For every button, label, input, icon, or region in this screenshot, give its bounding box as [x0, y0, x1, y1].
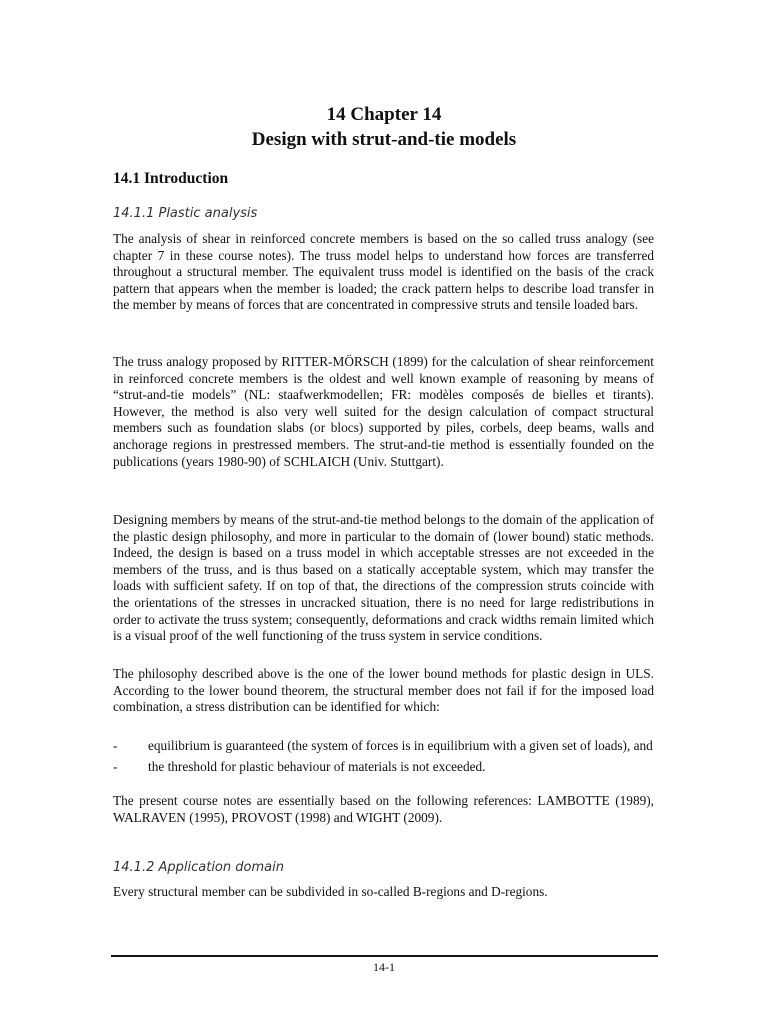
chapter-title — [0, 102, 768, 152]
subsection-heading-plastic-analysis: 14.1.1 Plastic analysis — [113, 206, 258, 221]
paragraph-references: The present course notes are essentially based on the following references: LAMBOTTE (1989), WALRAVEN (1995), PROVOST (1998) and WIGHT (2009). — [113, 793, 654, 825]
section-heading-introduction: 14.1 Introduction — [113, 170, 229, 187]
paragraph-b-d-regions: Every structural member can be subdivided in so-called B-regions and D-regions. — [113, 884, 548, 899]
paragraph-truss-analogy-intro: The analysis of shear in reinforced concrete members is based on the so called truss analogy (see chapter 7 in these course notes). The truss model helps to understand how forces are transferred throughout a structural member. The equivalent truss model is identified on the basis of the crack pattern that appears when the member is loaded; the crack pattern helps to describe load transfer in the member by means of forces that are concentrated in compressive struts and tensile loaded bars. — [113, 231, 654, 313]
list-dash: - — [113, 758, 118, 774]
subsection-heading-application-domain: 14.1.2 Application domain — [113, 860, 284, 875]
paragraph-ritter-morsch: The truss analogy proposed by RITTER-MÖRSCH (1899) for the calculation of shear reinforcement in reinforced concrete members is the oldest and well known example of reasoning by means of “strut-and-tie models” (NL: staafwerkmodellen; FR: modèles composés de bielles et tirants). However, the method is also very well suited for the design calculation of compact structural members such as foundation slabs (or blocs) supported by piles, corbels, deep beams, walls and anchorage regions in prestressed members. The strut-and-tie method is essentially founded on the publications (years 1980-90) of SCHLAICH (Univ. Stuttgart). — [113, 354, 654, 469]
conditions-list — [113, 738, 654, 779]
list-item-text: equilibrium is guaranteed (the system of forces is in equilibrium with a given set of loads), and — [148, 738, 653, 753]
chapter-subtitle: Design with strut-and-tie models — [251, 129, 517, 150]
chapter-number: 14 Chapter 14 — [326, 104, 442, 125]
page-number: 14-1 — [373, 960, 395, 974]
list-item-text: the threshold for plastic behaviour of materials is not exceeded. — [148, 758, 486, 774]
list-item — [113, 759, 654, 776]
list-dash: - — [113, 738, 118, 753]
list-item — [113, 738, 654, 755]
paragraph-plastic-design: Designing members by means of the strut-and-tie method belongs to the domain of the application of the plastic design philosophy, and more in particular to the domain of (lower bound) static methods. Indeed, the design is based on a truss model in which acceptable stresses are not exceeded in the members of the truss, and is thus based on a statically acceptable system, which may transfer the loads with sufficient safety. If on top of that, the directions of the compression struts coincide with the orientations of the stresses in uncracked situation, there is no need for large redistributions in order to activate the truss system; consequently, deformations and crack widths remain limited which is a visual proof of the well functioning of the truss system in service conditions. — [113, 512, 654, 644]
footer-divider — [111, 955, 658, 957]
paragraph-lower-bound: The philosophy described above is the one of the lower bound methods for plastic design in ULS. According to the lower bound theorem, the structural member does not fail if for the imposed load combination, a stress distribution can be identified for which: — [113, 666, 654, 715]
